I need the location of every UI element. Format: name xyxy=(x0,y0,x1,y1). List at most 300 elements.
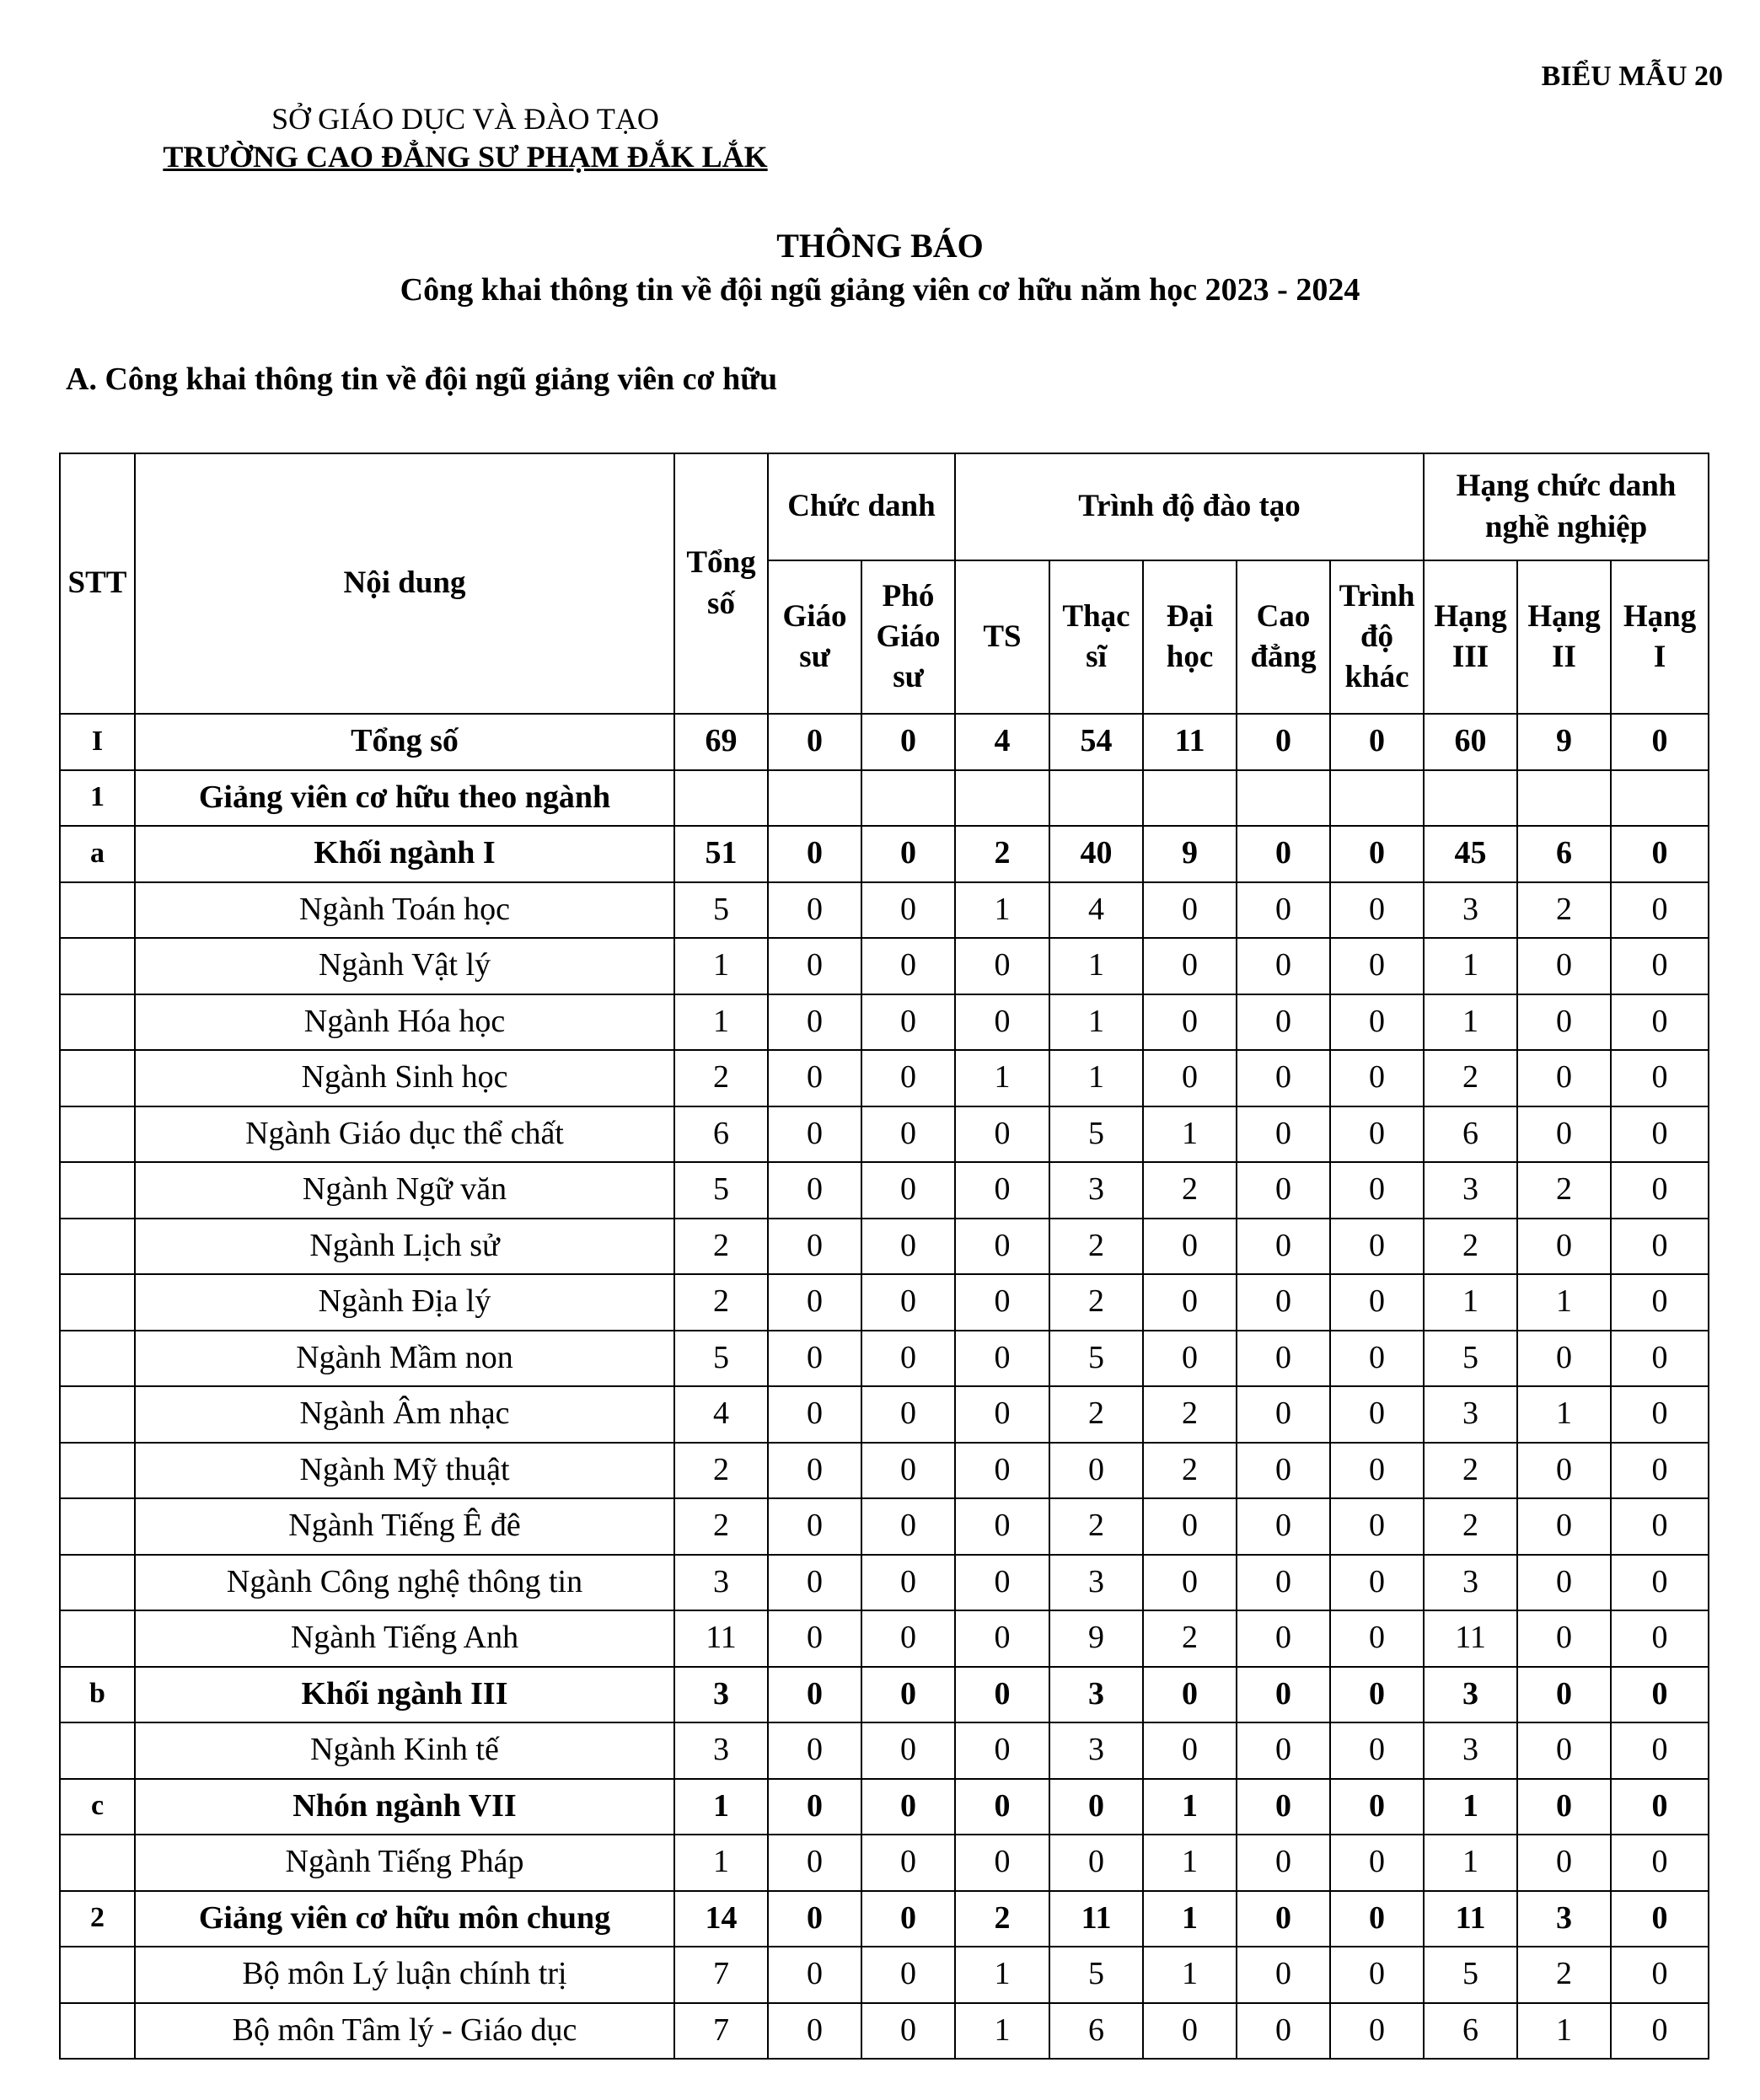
row-value-cell: 54 xyxy=(1049,714,1143,770)
row-stt xyxy=(60,1610,135,1667)
row-value-cell: 9 xyxy=(1517,714,1611,770)
row-value-cell: 0 xyxy=(861,826,955,882)
row-value-cell: 0 xyxy=(1143,1274,1237,1331)
row-value-cell: 0 xyxy=(1611,1274,1709,1331)
row-content: Ngành Sinh học xyxy=(135,1050,674,1106)
row-stt xyxy=(60,1555,135,1611)
row-value-cell: 0 xyxy=(1237,1835,1330,1891)
row-value-cell: 0 xyxy=(768,994,861,1051)
header-assoc-professor: Phó Giáo sư xyxy=(861,560,955,714)
table-row xyxy=(60,1274,1709,1331)
row-value-cell: 0 xyxy=(1611,1443,1709,1499)
row-value-cell: 0 xyxy=(1330,1947,1424,2003)
row-value-cell: 0 xyxy=(768,1162,861,1219)
document-subtitle: Công khai thông tin về đội ngũ giảng viên cơ hữu năm học 2023 - 2024 xyxy=(400,272,1360,308)
row-value-cell: 11 xyxy=(1424,1610,1517,1667)
header-rank-3: Hạng III xyxy=(1424,560,1517,714)
row-value-cell: 0 xyxy=(861,1162,955,1219)
row-value-cell: 0 xyxy=(768,1106,861,1163)
row-value-cell: 0 xyxy=(768,1386,861,1443)
row-content: Giảng viên cơ hữu môn chung xyxy=(135,1891,674,1947)
row-value-cell: 0 xyxy=(1517,1722,1611,1779)
row-value-cell: 0 xyxy=(861,1386,955,1443)
row-value-cell xyxy=(1330,770,1424,827)
row-value-cell: 0 xyxy=(1237,938,1330,994)
row-value-cell: 0 xyxy=(955,1667,1049,1723)
row-value-cell: 3 xyxy=(1424,1722,1517,1779)
row-value-cell: 1 xyxy=(1424,1274,1517,1331)
row-value-cell: 0 xyxy=(1237,2003,1330,2060)
row-value-cell: 0 xyxy=(1330,1443,1424,1499)
row-value-cell: 2 xyxy=(1517,1947,1611,2003)
row-value-cell: 2 xyxy=(1517,1162,1611,1219)
header-rank-1: Hạng I xyxy=(1611,560,1709,714)
row-stt xyxy=(60,1835,135,1891)
row-stt xyxy=(60,1443,135,1499)
row-value-cell: 0 xyxy=(1517,1498,1611,1555)
row-value-cell: 0 xyxy=(1517,1331,1611,1387)
row-stt: 2 xyxy=(60,1891,135,1947)
row-value-cell: 0 xyxy=(1330,1667,1424,1723)
form-code: BIỂU MẪU 20 xyxy=(1541,61,1723,92)
row-value-cell: 0 xyxy=(1611,1162,1709,1219)
row-value-cell: 0 xyxy=(861,1331,955,1387)
row-value-cell: 0 xyxy=(955,1498,1049,1555)
row-value-cell: 6 xyxy=(674,1106,768,1163)
row-value-cell: 2 xyxy=(674,1274,768,1331)
row-value-cell: 0 xyxy=(1330,1835,1424,1891)
row-value-cell: 3 xyxy=(1049,1555,1143,1611)
row-value-cell: 1 xyxy=(1517,2003,1611,2060)
row-value-cell: 0 xyxy=(768,826,861,882)
row-value-cell: 0 xyxy=(1237,1331,1330,1387)
table-row xyxy=(60,826,1709,882)
row-content: Ngành Mầm non xyxy=(135,1331,674,1387)
row-value-cell: 0 xyxy=(1517,1610,1611,1667)
row-value-cell: 6 xyxy=(1424,2003,1517,2060)
header-college: Cao đẳng xyxy=(1237,560,1330,714)
row-value-cell: 3 xyxy=(1424,1386,1517,1443)
row-content: Ngành Toán học xyxy=(135,882,674,939)
row-value-cell: 0 xyxy=(768,1274,861,1331)
row-value-cell: 0 xyxy=(1330,1891,1424,1947)
header-rank-2: Hạng II xyxy=(1517,560,1611,714)
row-value-cell: 0 xyxy=(1517,938,1611,994)
row-value-cell: 1 xyxy=(1424,994,1517,1051)
header-other: Trình độ khác xyxy=(1330,560,1424,714)
row-value-cell: 0 xyxy=(861,1274,955,1331)
row-value-cell: 0 xyxy=(1611,1779,1709,1835)
row-value-cell: 0 xyxy=(955,1835,1049,1891)
row-stt xyxy=(60,882,135,939)
row-value-cell: 0 xyxy=(1611,1667,1709,1723)
row-stt xyxy=(60,1331,135,1387)
row-value-cell: 3 xyxy=(1424,882,1517,939)
row-value-cell: 0 xyxy=(1330,1162,1424,1219)
row-value-cell: 0 xyxy=(1517,1219,1611,1275)
row-value-cell: 45 xyxy=(1424,826,1517,882)
row-value-cell: 0 xyxy=(768,1667,861,1723)
row-value-cell: 0 xyxy=(861,1891,955,1947)
row-stt xyxy=(60,1106,135,1163)
row-value-cell: 0 xyxy=(1330,994,1424,1051)
row-value-cell: 0 xyxy=(1237,826,1330,882)
row-value-cell: 2 xyxy=(1049,1219,1143,1275)
row-value-cell: 3 xyxy=(1049,1722,1143,1779)
row-value-cell: 0 xyxy=(861,1779,955,1835)
table-row xyxy=(60,1891,1709,1947)
row-value-cell: 0 xyxy=(1330,938,1424,994)
row-value-cell: 3 xyxy=(1424,1162,1517,1219)
row-value-cell: 0 xyxy=(1330,1498,1424,1555)
row-value-cell: 2 xyxy=(1049,1386,1143,1443)
row-content: Ngành Ngữ văn xyxy=(135,1162,674,1219)
row-value-cell: 0 xyxy=(1237,1891,1330,1947)
row-value-cell: 0 xyxy=(1330,1219,1424,1275)
row-value-cell xyxy=(955,770,1049,827)
row-content: Ngành Tiếng Ê đê xyxy=(135,1498,674,1555)
row-value-cell: 1 xyxy=(955,2003,1049,2060)
row-value-cell xyxy=(768,770,861,827)
row-stt xyxy=(60,1050,135,1106)
row-value-cell: 0 xyxy=(1330,1274,1424,1331)
row-value-cell: 0 xyxy=(1611,1722,1709,1779)
row-value-cell: 0 xyxy=(861,1947,955,2003)
table-row xyxy=(60,714,1709,770)
row-stt xyxy=(60,2003,135,2060)
row-stt: I xyxy=(60,714,135,770)
row-value-cell: 0 xyxy=(861,1050,955,1106)
row-value-cell: 14 xyxy=(674,1891,768,1947)
header-stt: STT xyxy=(60,453,135,714)
row-value-cell: 1 xyxy=(1143,1835,1237,1891)
row-value-cell: 0 xyxy=(1143,994,1237,1051)
row-value-cell xyxy=(674,770,768,827)
row-value-cell: 0 xyxy=(1611,1498,1709,1555)
row-value-cell: 0 xyxy=(1330,1106,1424,1163)
row-value-cell: 0 xyxy=(1611,826,1709,882)
staff-table xyxy=(59,453,1709,2060)
row-value-cell: 40 xyxy=(1049,826,1143,882)
row-value-cell: 0 xyxy=(1237,1779,1330,1835)
row-value-cell: 0 xyxy=(1237,1555,1330,1611)
row-value-cell: 0 xyxy=(1611,1386,1709,1443)
row-value-cell: 1 xyxy=(674,1835,768,1891)
row-value-cell: 1 xyxy=(1143,1947,1237,2003)
row-value-cell: 3 xyxy=(674,1667,768,1723)
row-value-cell: 0 xyxy=(1143,1555,1237,1611)
row-stt: a xyxy=(60,826,135,882)
header-education-group: Trình độ đào tạo xyxy=(955,453,1424,560)
row-value-cell: 0 xyxy=(1237,882,1330,939)
row-value-cell: 0 xyxy=(1237,1219,1330,1275)
row-content: Tổng số xyxy=(135,714,674,770)
row-value-cell: 0 xyxy=(1237,994,1330,1051)
row-value-cell: 0 xyxy=(1330,1779,1424,1835)
table-row xyxy=(60,2003,1709,2060)
row-value-cell: 0 xyxy=(1517,1443,1611,1499)
row-value-cell: 6 xyxy=(1049,2003,1143,2060)
header-title-group: Chức danh xyxy=(768,453,955,560)
row-value-cell: 0 xyxy=(861,2003,955,2060)
table-row xyxy=(60,1947,1709,2003)
row-value-cell: 0 xyxy=(1143,938,1237,994)
row-value-cell: 0 xyxy=(1611,1106,1709,1163)
row-value-cell: 0 xyxy=(1611,882,1709,939)
row-value-cell: 0 xyxy=(1611,714,1709,770)
row-value-cell: 2 xyxy=(955,826,1049,882)
row-value-cell: 1 xyxy=(674,1779,768,1835)
row-stt xyxy=(60,1386,135,1443)
row-value-cell: 0 xyxy=(768,2003,861,2060)
row-stt xyxy=(60,1274,135,1331)
row-value-cell: 0 xyxy=(1237,1722,1330,1779)
row-content: Ngành Tiếng Anh xyxy=(135,1610,674,1667)
row-value-cell: 0 xyxy=(768,1050,861,1106)
table-row xyxy=(60,1722,1709,1779)
row-value-cell: 0 xyxy=(768,1722,861,1779)
table-row xyxy=(60,1835,1709,1891)
table-row xyxy=(60,770,1709,827)
section-heading: A. Công khai thông tin về đội ngũ giảng viên cơ hữu xyxy=(66,362,778,397)
row-value-cell: 0 xyxy=(1611,938,1709,994)
row-value-cell: 9 xyxy=(1049,1610,1143,1667)
row-value-cell: 0 xyxy=(1517,1050,1611,1106)
row-value-cell: 1 xyxy=(1517,1274,1611,1331)
row-value-cell: 0 xyxy=(1517,994,1611,1051)
row-value-cell: 0 xyxy=(1330,882,1424,939)
row-value-cell: 0 xyxy=(955,1386,1049,1443)
row-value-cell xyxy=(861,770,955,827)
row-value-cell: 0 xyxy=(1237,1106,1330,1163)
row-value-cell: 11 xyxy=(1143,714,1237,770)
row-value-cell: 5 xyxy=(674,882,768,939)
row-value-cell: 0 xyxy=(1143,1667,1237,1723)
row-value-cell: 0 xyxy=(768,1555,861,1611)
row-value-cell: 1 xyxy=(1143,1779,1237,1835)
row-content: Ngành Vật lý xyxy=(135,938,674,994)
row-value-cell: 2 xyxy=(1424,1050,1517,1106)
row-value-cell: 0 xyxy=(1143,1498,1237,1555)
row-value-cell: 2 xyxy=(674,1498,768,1555)
row-value-cell xyxy=(1143,770,1237,827)
table-row xyxy=(60,1386,1709,1443)
row-value-cell: 0 xyxy=(768,1779,861,1835)
row-stt xyxy=(60,938,135,994)
row-value-cell: 2 xyxy=(1049,1498,1143,1555)
row-value-cell: 5 xyxy=(1049,1947,1143,2003)
table-row xyxy=(60,1498,1709,1555)
row-value-cell: 0 xyxy=(768,882,861,939)
row-value-cell: 1 xyxy=(1424,1779,1517,1835)
row-value-cell: 0 xyxy=(1611,1050,1709,1106)
header-phd: TS xyxy=(955,560,1049,714)
row-value-cell: 0 xyxy=(1330,1331,1424,1387)
table-row xyxy=(60,1667,1709,1723)
table-row xyxy=(60,938,1709,994)
row-content: Ngành Kinh tế xyxy=(135,1722,674,1779)
row-value-cell: 2 xyxy=(674,1219,768,1275)
row-value-cell: 0 xyxy=(1237,1274,1330,1331)
row-value-cell: 0 xyxy=(1049,1779,1143,1835)
row-value-cell xyxy=(1424,770,1517,827)
row-value-cell: 0 xyxy=(1049,1443,1143,1499)
row-value-cell: 7 xyxy=(674,2003,768,2060)
row-content: Ngành Công nghệ thông tin xyxy=(135,1555,674,1611)
row-value-cell: 2 xyxy=(674,1050,768,1106)
row-value-cell: 0 xyxy=(768,938,861,994)
row-value-cell: 0 xyxy=(768,1443,861,1499)
row-value-cell: 6 xyxy=(1517,826,1611,882)
row-content: Ngành Giáo dục thể chất xyxy=(135,1106,674,1163)
row-content: Bộ môn Tâm lý - Giáo dục xyxy=(135,2003,674,2060)
row-value-cell: 5 xyxy=(674,1162,768,1219)
row-value-cell: 2 xyxy=(1049,1274,1143,1331)
row-value-cell: 3 xyxy=(674,1722,768,1779)
row-value-cell: 0 xyxy=(861,714,955,770)
header-master: Thạc sĩ xyxy=(1049,560,1143,714)
row-value-cell: 4 xyxy=(955,714,1049,770)
row-value-cell: 0 xyxy=(1237,1667,1330,1723)
row-value-cell: 0 xyxy=(1330,2003,1424,2060)
row-value-cell: 4 xyxy=(1049,882,1143,939)
row-value-cell: 0 xyxy=(955,1162,1049,1219)
row-value-cell: 0 xyxy=(955,994,1049,1051)
row-value-cell: 0 xyxy=(861,1498,955,1555)
school-name: TRƯỜNG CAO ĐẲNG SƯ PHẠM ĐẮK LẮK xyxy=(163,140,768,174)
row-value-cell xyxy=(1237,770,1330,827)
row-value-cell: 0 xyxy=(768,1331,861,1387)
header-bachelor: Đại học xyxy=(1143,560,1237,714)
row-value-cell: 0 xyxy=(1611,1219,1709,1275)
row-value-cell: 0 xyxy=(1143,1722,1237,1779)
row-value-cell: 0 xyxy=(955,1274,1049,1331)
row-stt xyxy=(60,1498,135,1555)
row-value-cell: 3 xyxy=(1424,1667,1517,1723)
row-value-cell: 2 xyxy=(1143,1610,1237,1667)
row-value-cell: 0 xyxy=(1237,1050,1330,1106)
row-value-cell: 0 xyxy=(1237,1386,1330,1443)
row-value-cell: 0 xyxy=(861,1555,955,1611)
row-value-cell: 0 xyxy=(861,1722,955,1779)
row-value-cell: 0 xyxy=(1611,994,1709,1051)
row-value-cell: 0 xyxy=(1611,1947,1709,2003)
table-row xyxy=(60,1050,1709,1106)
row-value-cell: 1 xyxy=(955,1050,1049,1106)
row-value-cell: 0 xyxy=(768,1891,861,1947)
table-row xyxy=(60,1555,1709,1611)
row-value-cell: 0 xyxy=(1237,1947,1330,2003)
row-value-cell: 0 xyxy=(1330,1386,1424,1443)
row-value-cell xyxy=(1611,770,1709,827)
row-value-cell: 4 xyxy=(674,1386,768,1443)
row-value-cell: 1 xyxy=(674,994,768,1051)
row-value-cell: 0 xyxy=(1611,2003,1709,2060)
row-value-cell: 51 xyxy=(674,826,768,882)
row-value-cell: 1 xyxy=(955,1947,1049,2003)
row-value-cell: 1 xyxy=(955,882,1049,939)
row-content: Ngành Tiếng Pháp xyxy=(135,1835,674,1891)
row-value-cell: 0 xyxy=(955,1219,1049,1275)
row-content: Giảng viên cơ hữu theo ngành xyxy=(135,770,674,827)
row-stt: 1 xyxy=(60,770,135,827)
row-stt xyxy=(60,1947,135,2003)
row-content: Nhón ngành VII xyxy=(135,1779,674,1835)
table-row xyxy=(60,1106,1709,1163)
row-value-cell: 0 xyxy=(861,1219,955,1275)
row-value-cell: 1 xyxy=(1049,938,1143,994)
row-stt: c xyxy=(60,1779,135,1835)
row-value-cell: 9 xyxy=(1143,826,1237,882)
row-value-cell: 0 xyxy=(768,1610,861,1667)
row-value-cell: 0 xyxy=(1611,1555,1709,1611)
row-content: Khối ngành I xyxy=(135,826,674,882)
row-value-cell: 0 xyxy=(1143,882,1237,939)
row-value-cell: 0 xyxy=(768,1219,861,1275)
row-value-cell: 11 xyxy=(1049,1891,1143,1947)
row-value-cell: 11 xyxy=(674,1610,768,1667)
row-stt xyxy=(60,994,135,1051)
row-value-cell xyxy=(1049,770,1143,827)
table-row xyxy=(60,882,1709,939)
row-value-cell: 0 xyxy=(1517,1779,1611,1835)
row-value-cell: 0 xyxy=(955,1722,1049,1779)
row-value-cell: 0 xyxy=(955,1106,1049,1163)
row-value-cell: 0 xyxy=(1611,1835,1709,1891)
row-content: Khối ngành III xyxy=(135,1667,674,1723)
row-value-cell: 0 xyxy=(1143,2003,1237,2060)
row-value-cell: 0 xyxy=(1611,1610,1709,1667)
row-value-cell: 0 xyxy=(1049,1835,1143,1891)
row-value-cell: 1 xyxy=(674,938,768,994)
row-value-cell xyxy=(1517,770,1611,827)
table-header-row xyxy=(60,453,1709,560)
row-value-cell: 1 xyxy=(1424,1835,1517,1891)
header-total: Tổng số xyxy=(674,453,768,714)
table-row xyxy=(60,1219,1709,1275)
row-value-cell: 0 xyxy=(861,938,955,994)
row-content: Ngành Lịch sử xyxy=(135,1219,674,1275)
row-content: Ngành Hóa học xyxy=(135,994,674,1051)
row-value-cell: 2 xyxy=(1143,1443,1237,1499)
row-value-cell: 0 xyxy=(861,1443,955,1499)
row-value-cell: 0 xyxy=(1237,1162,1330,1219)
row-value-cell: 2 xyxy=(955,1891,1049,1947)
row-value-cell: 1 xyxy=(1517,1386,1611,1443)
header-content: Nội dung xyxy=(135,453,674,714)
row-content: Ngành Mỹ thuật xyxy=(135,1443,674,1499)
table-row xyxy=(60,994,1709,1051)
row-value-cell: 2 xyxy=(1424,1498,1517,1555)
row-value-cell: 0 xyxy=(955,1443,1049,1499)
department-name: SỞ GIÁO DỤC VÀ ĐÀO TẠO xyxy=(271,102,659,136)
row-value-cell: 0 xyxy=(1517,1555,1611,1611)
header-rank-group: Hạng chức danh nghề nghiệp xyxy=(1424,453,1709,560)
row-value-cell: 0 xyxy=(1143,1331,1237,1387)
row-value-cell: 0 xyxy=(1517,1667,1611,1723)
table-row xyxy=(60,1331,1709,1387)
row-value-cell: 2 xyxy=(1143,1162,1237,1219)
row-value-cell: 5 xyxy=(674,1331,768,1387)
row-value-cell: 0 xyxy=(1237,1443,1330,1499)
row-value-cell: 5 xyxy=(1424,1331,1517,1387)
row-value-cell: 0 xyxy=(1330,826,1424,882)
row-value-cell: 69 xyxy=(674,714,768,770)
row-value-cell: 0 xyxy=(768,714,861,770)
row-value-cell: 0 xyxy=(955,1610,1049,1667)
row-value-cell: 0 xyxy=(1330,1722,1424,1779)
row-value-cell: 7 xyxy=(674,1947,768,2003)
